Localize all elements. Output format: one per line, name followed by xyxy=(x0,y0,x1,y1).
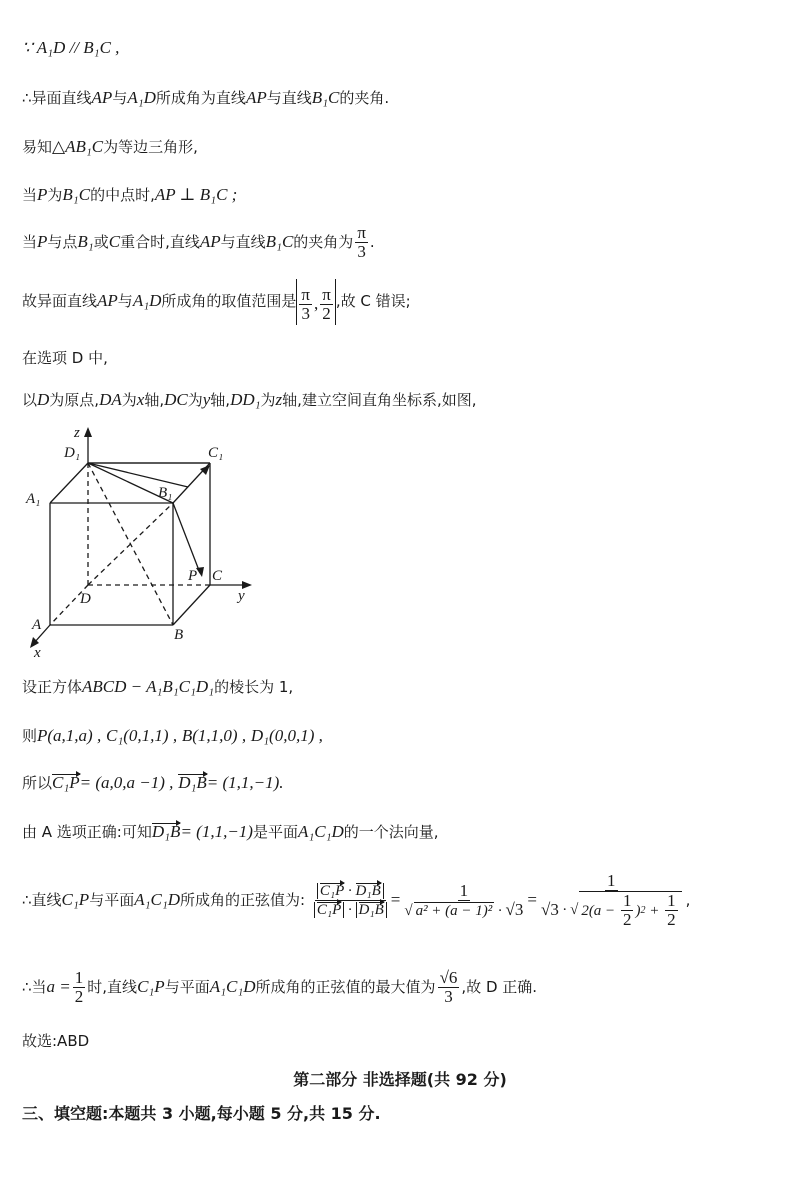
math: z xyxy=(275,390,283,409)
text-line-2 xyxy=(22,88,389,108)
text: 设正方体 xyxy=(22,678,83,696)
label-z: z xyxy=(74,425,80,441)
eq: = xyxy=(390,890,401,909)
math: B₁C xyxy=(265,232,294,251)
edge-BC xyxy=(173,585,210,625)
text: 由 A 选项正确:可知 xyxy=(22,823,152,841)
math: D xyxy=(37,390,50,409)
label-P: P xyxy=(188,568,198,584)
num: 1 xyxy=(622,891,632,910)
text: 在选项 D 中, xyxy=(22,349,108,367)
text: 的中点时, xyxy=(90,186,155,204)
text: 所成角为直线 xyxy=(155,89,246,107)
text: 与平面 xyxy=(164,978,210,996)
label-D1: D₁ xyxy=(64,445,81,461)
segment-B1P xyxy=(173,503,200,573)
den: √ a² + (a − 1)² · √3 xyxy=(404,899,524,919)
num: π xyxy=(357,223,366,242)
text: 易知 xyxy=(22,138,53,156)
abs xyxy=(356,902,387,918)
text: 与 xyxy=(112,89,128,107)
z-arrowhead xyxy=(84,427,92,437)
fraction-half xyxy=(73,969,86,1006)
math: = (a,0,a −1) , xyxy=(79,773,174,792)
math: A₁D xyxy=(132,291,162,310)
math: P xyxy=(37,232,48,251)
text: 时,直线 xyxy=(87,978,138,996)
math: A₁C₁D xyxy=(134,890,181,909)
text: 是平面 xyxy=(252,823,298,841)
fraction-abs xyxy=(312,882,389,919)
cube-figure xyxy=(20,425,260,660)
text: 的棱长为 1, xyxy=(214,678,294,696)
den: √3 · √ 2(a − $\frac{1}{2}$ ) 2 + $\frac{1}{2}$ xyxy=(539,891,684,929)
fraction-2 xyxy=(402,882,525,920)
dot: · xyxy=(348,883,352,899)
section-subheading: 三、填空题:本题共 3 小题,每小题 5 分,共 15 分. xyxy=(22,1104,381,1123)
vector-C1P: C₁P xyxy=(52,773,80,792)
text-line-13: ∴直线C₁P与平面A₁C₁D所成角的正弦值为: $\frac{\text{C₁P · D₁B}}{\text{C₁P · D₁B}}$ = $\frac{1}{\text{√ a² + (a − 1)² · √3}}$ = 1 √3 · √ 2(a − $\frac{1}{2}$ ) 2 + $\frac{1}{2}$ , xyxy=(22,871,691,929)
vector-D1B: D₁B xyxy=(178,773,207,792)
math: C xyxy=(108,232,121,251)
text-line-3 xyxy=(22,137,198,157)
fraction-pi-3 xyxy=(355,224,368,261)
dot: · xyxy=(562,902,567,918)
num: 1 xyxy=(667,891,676,910)
math: D₁(0,0,1) , xyxy=(250,726,323,745)
text-line-15 xyxy=(22,1031,89,1051)
label-x: x xyxy=(34,645,41,660)
sqrt: a² + (a − 1)² xyxy=(415,902,493,919)
math: AP xyxy=(245,88,267,107)
num: π xyxy=(322,284,331,304)
text: 与点 xyxy=(47,233,78,251)
math: B(1,1,0) , xyxy=(181,726,247,745)
text: 当 xyxy=(22,186,38,204)
text: 为 xyxy=(187,391,203,409)
text: 重合时,直线 xyxy=(120,233,200,251)
math-parallel: ∵ A₁D // B₁C , xyxy=(22,38,120,57)
num: 1 xyxy=(74,968,84,987)
math: △AB₁C xyxy=(52,137,104,156)
text: ,故 D 正确. xyxy=(461,978,538,996)
fraction xyxy=(320,286,333,323)
text: 的夹角为 xyxy=(293,233,354,251)
math: a = xyxy=(46,977,71,996)
num: √6 xyxy=(439,968,458,987)
den: 3 xyxy=(444,987,453,1006)
math: DD₁ xyxy=(230,390,261,409)
eq: = xyxy=(527,890,537,909)
text: 或 xyxy=(93,233,109,251)
text-line-7 xyxy=(22,348,108,368)
text: 与直线 xyxy=(266,89,312,107)
text: 的一个法向量, xyxy=(343,823,439,841)
vector: C₁P xyxy=(319,883,345,899)
den: 2 xyxy=(667,910,676,929)
sqrt3: √3 xyxy=(505,899,524,919)
math: DC xyxy=(164,390,188,409)
math: y xyxy=(202,390,211,409)
fraction xyxy=(665,892,678,929)
label-A1: A₁ xyxy=(26,491,41,507)
math: x xyxy=(136,390,145,409)
interval-bracket xyxy=(296,279,335,325)
text: 以 xyxy=(22,391,38,409)
fraction-3 xyxy=(539,872,684,929)
math: A₁D xyxy=(127,88,156,107)
c1-arrowhead xyxy=(200,465,210,475)
label-y: y xyxy=(238,588,245,604)
math: AP ⊥ B₁C ; xyxy=(154,185,238,204)
text: 所以 xyxy=(22,774,53,792)
text: ∴异面直线 xyxy=(22,89,92,107)
text: 为等边三角形, xyxy=(103,138,198,156)
text: 故异面直线 xyxy=(22,292,98,310)
label-B: B xyxy=(174,627,184,643)
label-A: A xyxy=(32,617,42,633)
den: 3 xyxy=(301,303,310,323)
text: 轴,建立空间直角坐标系,如图, xyxy=(282,391,477,409)
math: P xyxy=(37,185,48,204)
math: B₁C xyxy=(311,88,340,107)
text: 所成角的正弦值为: xyxy=(180,891,306,909)
dot: · xyxy=(348,902,352,918)
text: 所成角的正弦值的最大值为 xyxy=(255,978,436,996)
segment-D1P xyxy=(88,463,188,487)
den: 2 xyxy=(322,303,331,323)
num: π xyxy=(301,284,310,304)
sqrt: 2(a − $\frac{1}{2}$ ) 2 + $\frac{1}{2}$ xyxy=(579,891,681,929)
text-line-10 xyxy=(22,726,323,746)
fraction-sqrt6-3 xyxy=(438,969,460,1006)
abs xyxy=(314,902,344,918)
text: ∴当 xyxy=(22,978,47,996)
text-line-8 xyxy=(22,390,476,410)
text-line-5: 当P与点B₁或C重合时,直线AP与直线B₁C的夹角为 $\frac{\pi}{3}$ . xyxy=(22,223,375,261)
num: 1 xyxy=(607,871,616,890)
label-B1: B₁ xyxy=(158,485,173,501)
text: 故选:ABD xyxy=(22,1032,90,1050)
vector: D₁B xyxy=(358,902,384,918)
vector: C₁P xyxy=(316,902,342,918)
num xyxy=(315,882,386,901)
dot: · xyxy=(498,902,502,919)
label-C: C xyxy=(212,568,223,584)
text-line-1 xyxy=(22,38,119,58)
fraction xyxy=(299,286,312,323)
p-arrowhead xyxy=(196,567,204,577)
section-heading: 第二部分 非选择题(共 92 分) xyxy=(293,1070,507,1089)
fraction xyxy=(621,892,634,929)
math: = (1,1,−1) xyxy=(180,822,253,841)
vector: D₁B xyxy=(355,883,381,899)
text: 为 xyxy=(260,391,276,409)
text: 的夹角. xyxy=(339,89,390,107)
text-line-11 xyxy=(22,773,284,793)
den: 2 xyxy=(74,987,84,1006)
den xyxy=(312,901,389,919)
math: C₁P xyxy=(61,890,90,909)
label-C1: C₁ xyxy=(208,445,224,461)
math: AP xyxy=(199,232,221,251)
comma: , xyxy=(314,293,319,313)
text: 所成角的取值范围是 xyxy=(161,292,297,310)
math: C₁(0,1,1) , xyxy=(106,726,178,745)
text-line-4 xyxy=(22,185,237,205)
text: ∴直线 xyxy=(22,891,62,909)
text: 为 xyxy=(47,186,63,204)
num: 1 xyxy=(459,880,469,900)
den: 2 xyxy=(622,910,632,929)
text-line-6 xyxy=(22,276,411,326)
math: A₁C₁D xyxy=(297,822,344,841)
text: 轴, xyxy=(144,391,165,409)
math: AP xyxy=(97,291,118,310)
text-line-14 xyxy=(22,964,537,1010)
math: AP xyxy=(91,88,113,107)
text: 当 xyxy=(22,233,38,251)
text: 与平面 xyxy=(89,891,135,909)
math: B₁ xyxy=(77,232,94,251)
math: A₁C₁D xyxy=(209,977,256,996)
math: = (1,1,−1). xyxy=(206,773,284,792)
text: 轴, xyxy=(210,391,231,409)
text: 为 xyxy=(121,391,137,409)
vector-D1B: D₁B xyxy=(151,822,181,841)
text-line-12 xyxy=(22,822,439,842)
math: C₁P xyxy=(137,977,165,996)
math: P(a,1,a) , xyxy=(37,726,102,745)
text-line-9 xyxy=(22,677,293,697)
math: ABCD − A₁B₁C₁D₁ xyxy=(82,677,215,696)
den: 3 xyxy=(357,242,366,261)
text: ,故 C 错误; xyxy=(335,292,411,310)
text: 则 xyxy=(22,727,38,745)
text: 为原点, xyxy=(49,391,100,409)
math: DA xyxy=(99,390,122,409)
math: B₁C xyxy=(62,185,91,204)
edge-D1A1 xyxy=(50,463,88,503)
text: 与直线 xyxy=(220,233,266,251)
abs xyxy=(317,883,384,899)
text: 与 xyxy=(117,292,133,310)
label-D: D xyxy=(80,591,91,607)
sqrt3: √3 xyxy=(540,900,559,919)
